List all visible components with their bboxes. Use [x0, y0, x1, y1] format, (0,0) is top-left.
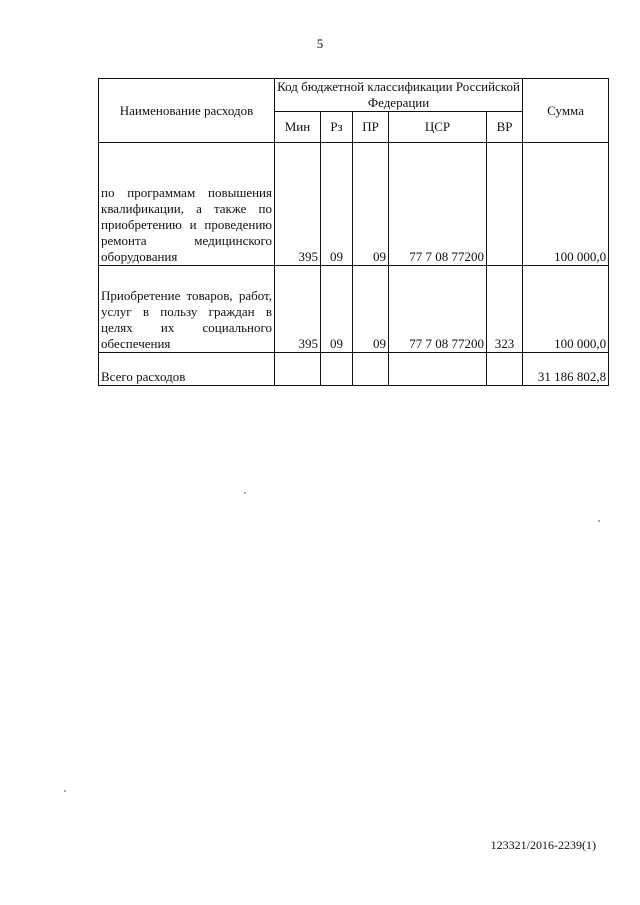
row-pr: 09 — [353, 143, 389, 266]
expenses-table — [98, 78, 609, 386]
header-min: Мин — [275, 112, 321, 143]
row-min — [275, 353, 321, 386]
row-vr — [487, 353, 523, 386]
row-pr: 09 — [353, 266, 389, 353]
header-csr: ЦСР — [389, 112, 487, 143]
row-vr: 323 — [487, 266, 523, 353]
row-rz — [321, 353, 353, 386]
row-rz: 09 — [321, 143, 353, 266]
page-number: 5 — [316, 36, 324, 51]
row-rz: 09 — [321, 266, 353, 353]
table-row — [99, 266, 609, 353]
header-sum: Сумма — [523, 79, 609, 143]
row-sum: 100 000,0 — [523, 143, 609, 266]
scan-speck — [64, 790, 66, 792]
header-rz: Рз — [321, 112, 353, 143]
scan-speck — [244, 492, 246, 494]
row-pr — [353, 353, 389, 386]
row-min: 395 — [275, 266, 321, 353]
row-csr: 77 7 08 77200 — [389, 266, 487, 353]
row-name: по программам повышения квалификации, а также по приобретению и проведению ремонта медицинского оборудования — [99, 143, 275, 266]
row-min: 395 — [275, 143, 321, 266]
header-name: Наименование расходов — [99, 79, 275, 143]
row-sum: 31 186 802,8 — [523, 353, 609, 386]
header-pr: ПР — [353, 112, 389, 143]
row-csr: 77 7 08 77200 — [389, 143, 487, 266]
table-row-total — [99, 353, 609, 386]
table-row — [99, 143, 609, 266]
row-sum: 100 000,0 — [523, 266, 609, 353]
row-name: Всего расходов — [99, 353, 275, 386]
document-number: 123321/2016-2239(1) — [490, 838, 596, 852]
header-budget-code: Код бюджетной классификации Российской Федерации — [275, 79, 523, 112]
row-vr — [487, 143, 523, 266]
scan-speck — [598, 520, 600, 522]
table-header-row — [99, 79, 609, 112]
row-csr — [389, 353, 487, 386]
header-vr: ВР — [487, 112, 523, 143]
row-name: Приобретение товаров, работ, услуг в пользу граждан в целях их социального обеспечения — [99, 266, 275, 353]
